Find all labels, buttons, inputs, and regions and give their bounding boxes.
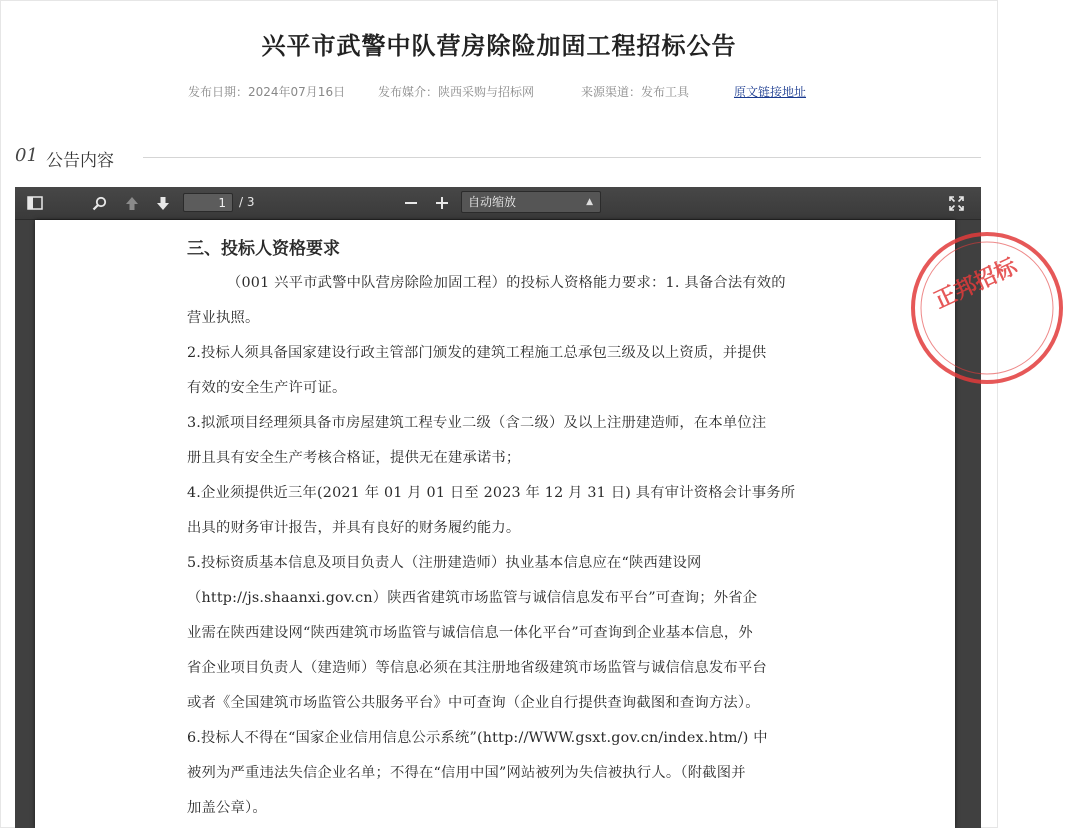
official-seal <box>907 228 1067 388</box>
document-line: 2.投标人须具备国家建设行政主管部门颁发的建筑工程施工总承包三级及以上资质，并提供 <box>187 345 767 361</box>
pdf-page <box>35 220 1021 828</box>
zoom-select[interactable] <box>461 191 601 213</box>
zoom-in-icon[interactable] <box>431 193 453 213</box>
document-line: 有效的安全生产许可证。 <box>187 380 347 396</box>
fullscreen-icon[interactable] <box>945 193 967 213</box>
zoom-out-icon[interactable] <box>400 193 422 213</box>
source-channel: 来源渠道：发布工具 <box>581 85 690 99</box>
publish-media: 发布媒介：陕西采购与招标网 <box>378 85 535 99</box>
section-number: 01 <box>15 145 38 166</box>
document-line: 业需在陕西建设网“陕西建筑市场监管与诚信信息一体化平台”可查询到企业基本信息，外 <box>187 625 753 641</box>
document-line: 省企业项目负责人（建造师）等信息必须在其注册地省级建筑市场监管与诚信信息发布平台 <box>187 660 767 676</box>
chevron-updown-icon: ▲ <box>586 197 593 207</box>
seal-text: 正邦招标 <box>930 254 1021 314</box>
document-line: 出具的财务审计报告，并具有良好的财务履约能力。 <box>187 520 521 536</box>
document-line: 被列为严重违法失信企业名单；不得在“信用中国”网站被列为失信被执行人。（附截图并 <box>187 765 746 781</box>
section-divider <box>143 157 981 158</box>
document-line: 加盖公章）。 <box>187 800 267 816</box>
document-line: 或者《全国建筑市场监管公共服务平台》中可查询（企业自行提供查询截图和查询方法）。 <box>187 695 760 711</box>
document-line: （http://js.shaanxi.gov.cn）陕西省建筑市场监管与诚信信息发布平台”可查询；外省企 <box>187 590 758 606</box>
original-link[interactable]: 原文链接地址 <box>734 85 807 99</box>
previous-page-icon[interactable] <box>121 193 143 213</box>
document-line: （001 兴平市武警中队营房除险加固工程）的投标人资格能力要求：1. 具备合法有效的 <box>227 275 786 291</box>
search-icon[interactable] <box>88 193 110 213</box>
document-line: 册且具有安全生产考核合格证，提供无在建承诺书； <box>187 450 521 466</box>
section-label: 公告内容 <box>46 151 114 171</box>
document-heading: 三、投标人资格要求 <box>187 239 340 259</box>
section-header <box>15 145 981 169</box>
document-line: 6.投标人不得在“国家企业信用信息公示系统”(http://WWW.gsxt.gov.cn/index.htm/) 中 <box>187 730 768 746</box>
pdf-viewer <box>15 187 1021 828</box>
document-line: 营业执照。 <box>187 310 260 326</box>
publish-date: 发布日期：2024年07月16日 <box>188 85 346 99</box>
document-line: 5.投标资质基本信息及项目负责人（注册建造师）执业基本信息应在“陕西建设网 <box>187 555 702 571</box>
next-page-icon[interactable] <box>152 193 174 213</box>
zoom-select-value: 自动缩放 <box>468 195 517 209</box>
page-number-input[interactable]: 1 <box>183 193 233 212</box>
document-line: 3.拟派项目经理须具备市房屋建筑工程专业二级（含二级）及以上注册建造师，在本单位注 <box>187 415 767 431</box>
page-title: 兴平市武警中队营房除险加固工程招标公告 <box>261 32 737 60</box>
pdf-toolbar <box>15 187 981 220</box>
document-line: 4.企业须提供近三年(2021 年 01 月 01 日至 2023 年 12 月 31 日) 具有审计资格会计事务所 <box>187 485 796 501</box>
page-total: / 3 <box>239 195 255 209</box>
sidebar-toggle-icon[interactable] <box>24 193 46 213</box>
